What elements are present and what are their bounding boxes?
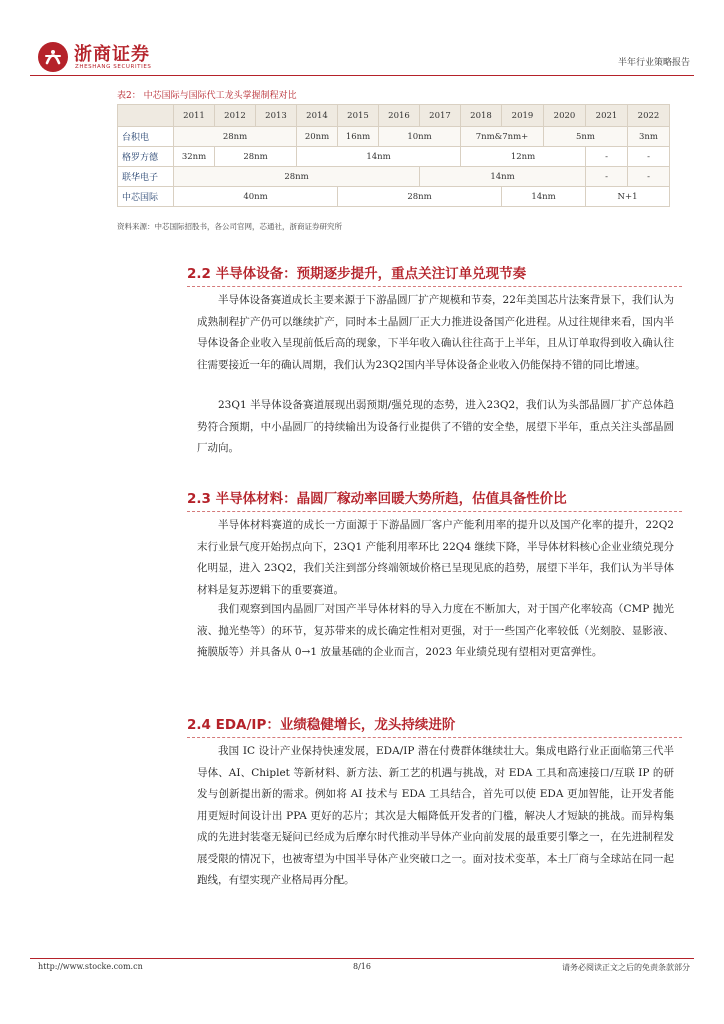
- process-cell: 28nm: [174, 127, 297, 147]
- year-cell: 2014: [297, 105, 338, 127]
- logo-name-cn: 浙商证券: [74, 44, 150, 65]
- footer-divider: [30, 958, 694, 959]
- process-cell: -: [586, 167, 628, 187]
- company-cell: 格罗方德: [118, 147, 174, 167]
- page-number: 8/16: [353, 962, 371, 971]
- year-cell: 2011: [174, 105, 215, 127]
- year-cell: 2017: [420, 105, 461, 127]
- company-cell: 联华电子: [118, 167, 174, 187]
- table-row: [118, 127, 670, 147]
- process-cell: 14nm: [502, 187, 586, 207]
- year-cell: 2012: [215, 105, 256, 127]
- process-cell: 5nm: [544, 127, 628, 147]
- process-cell: 7nm&7nm+: [461, 127, 544, 147]
- process-cell: -: [628, 147, 670, 167]
- process-comparison-table: [117, 104, 669, 207]
- paragraph: 我国 IC 设计产业保持快速发展，EDA/IP 潜在付费群体继续壮大。集成电路行业正面临第三代半导体、AI、Chiplet 等新材料、新方法、新工艺的机遇与挑战，对 EDA 工具和高速接口/互联 IP 的研发与创新提出新的需求。例如将 AI 技术与 EDA 工具结合，首先可以使 EDA 更加智能，让开发者能用更短时间设计出 PPA 更好的芯片；其次是大幅降低开发者的门槛，解决人才短缺的挑战。而异构集成的先进封装毫无疑问已经成为后摩尔时代推动半导体产业向前发展的最重要引擎之一，在先进制程发展受限的情况下，也被寄望为中国半导体产业突破口之一。面对技术变革，本土厂商与全球站在同一起跑线，有望实现产业格局再分配。: [197, 745, 674, 886]
- year-cell: 2022: [628, 105, 670, 127]
- process-cell: 14nm: [297, 147, 461, 167]
- section-title-eda-ip: 2.4 EDA/IP：业绩稳健增长，龙头持续进阶: [187, 713, 682, 738]
- table-row: [118, 187, 670, 207]
- process-cell: 28nm: [338, 187, 502, 207]
- table-corner-cell: [118, 105, 174, 127]
- year-cell: 2016: [379, 105, 420, 127]
- year-cell: 2019: [502, 105, 544, 127]
- year-cell: 2021: [586, 105, 628, 127]
- year-cell: 2020: [544, 105, 586, 127]
- footer-disclaimer: 请务必阅读正文之后的免责条款部分: [562, 963, 690, 972]
- table-source-note: 资料来源：中芯国际招股书，各公司官网，芯通社，浙商证券研究所: [117, 222, 342, 231]
- page-header: [30, 38, 694, 76]
- process-cell: 12nm: [461, 147, 586, 167]
- section-title-materials: 2.3 半导体材料：晶圆厂稼动率回暖大势所趋，估值具备性价比: [187, 487, 682, 512]
- process-cell: 14nm: [420, 167, 586, 187]
- table-caption: 表2： 中芯国际与国际代工龙头掌握制程对比: [117, 91, 297, 101]
- table-row: [118, 147, 670, 167]
- process-cell: 20nm: [297, 127, 338, 147]
- table-header-row: [118, 105, 670, 127]
- paragraph: 我们观察到国内晶圆厂对国产半导体材料的导入力度在不断加大，对于国产化率较高（CMP 抛光液、抛光垫等）的环节，复苏带来的成长确定性相对更强，对于一些国产化率较低（光刻胶、显影液、掩膜版等）并具备从 0→1 放量基础的企业而言，2023 年业绩兑现有望相对更富弹性。: [197, 603, 674, 658]
- zheshang-logo-icon: [38, 42, 68, 72]
- year-cell: 2015: [338, 105, 379, 127]
- company-cell: 台积电: [118, 127, 174, 147]
- process-cell: 32nm: [174, 147, 215, 167]
- process-cell: 16nm: [338, 127, 379, 147]
- process-cell: -: [586, 147, 628, 167]
- process-cell: 28nm: [215, 147, 297, 167]
- process-cell: N+1: [586, 187, 670, 207]
- logo-name-en: ZHESHANG SECURITIES: [75, 64, 152, 70]
- table-row: [118, 167, 670, 187]
- footer-url[interactable]: http://www.stocke.com.cn: [38, 962, 143, 971]
- year-cell: 2013: [256, 105, 297, 127]
- report-type: 半年行业策略报告: [617, 58, 690, 68]
- year-cell: 2018: [461, 105, 502, 127]
- paragraph: 23Q1 半导体设备赛道展现出弱预期/强兑现的态势，进入23Q2，我们认为头部晶圆厂扩产总体趋势符合预期，中小晶圆厂的持续输出为设备行业提供了不错的安全垫，展望下半年，重点关注头部晶圆厂动向。: [197, 399, 674, 454]
- process-cell: 40nm: [174, 187, 338, 207]
- paragraph: 半导体材料赛道的成长一方面源于下游晶圆厂客户产能利用率的提升以及国产化率的提升，22Q2 末行业景气度开始拐点向下，23Q1 产能利用率环比 22Q4 继续下降，半导体材料核心企业业绩兑现分化明显，进入 23Q2，我们关注到部分终端领域价格已呈现见底的趋势，展望下半年，我们认为半导体材料是复苏逻辑下的重要赛道。: [197, 519, 674, 596]
- header-divider: [30, 75, 694, 76]
- section-title-equipment: 2.2 半导体设备：预期逐步提升，重点关注订单兑现节奏: [187, 262, 682, 287]
- process-cell: -: [628, 167, 670, 187]
- paragraph: 半导体设备赛道成长主要来源于下游晶圆厂扩产规模和节奏，22年美国芯片法案背景下，我们认为成熟制程扩产仍可以继续扩产，同时本土晶圆厂正大力推进设备国产化进程。从过往规律来看，国内半导体设备企业收入呈现前低后高的现象，下半年收入确认往往高于上半年，且从订单取得到收入确认往往需要接近一年的确认周期，我们认为23Q2国内半导体设备企业收入仍能保持不错的同比增速。: [197, 294, 674, 371]
- process-cell: 3nm: [628, 127, 670, 147]
- company-cell: 中芯国际: [118, 187, 174, 207]
- process-cell: 10nm: [379, 127, 461, 147]
- process-cell: 28nm: [174, 167, 420, 187]
